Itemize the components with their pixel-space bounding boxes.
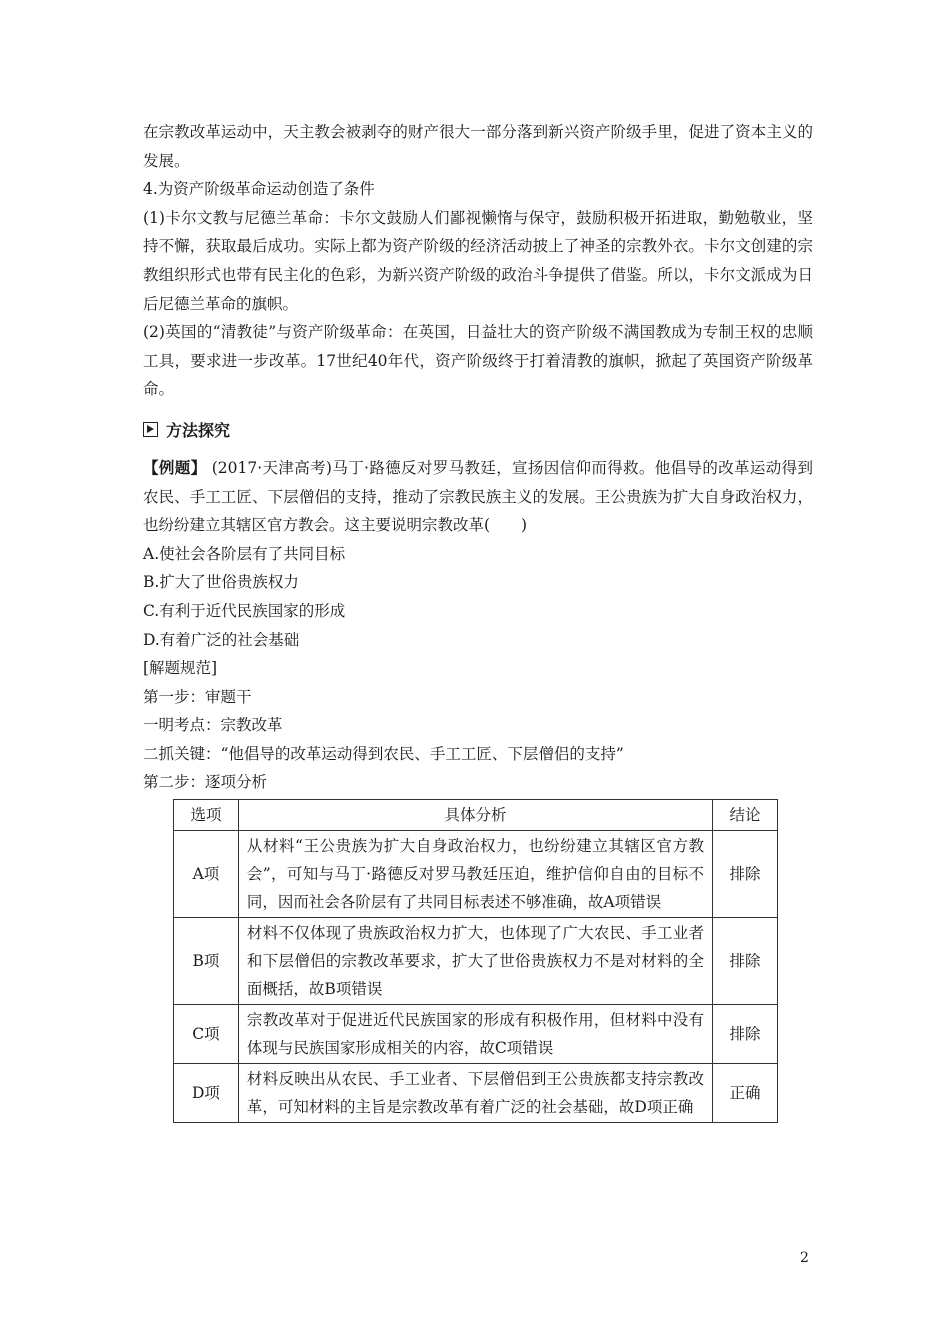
option-b: B.扩大了世俗贵族权力 (143, 573, 299, 592)
key-point-2: 二抓关键：“他倡导的改革运动得到农民、手工工匠、下层僧侣的支持” (143, 744, 624, 763)
page-number: 2 (800, 1250, 809, 1266)
step-2: 第二步：逐项分析 (143, 773, 268, 792)
option-d: D.有着广泛的社会基础 (143, 630, 300, 649)
option-c: C.有利于近代民族国家的形成 (143, 601, 346, 620)
paragraph-3: (1)卡尔文教与尼德兰革命：卡尔文鼓励人们鄙视懒惰与保守，鼓励积极开拓进取，勤勉敬业，坚持不懈，获取最后成功。实际上都为资产阶级的经济活动披上了神圣的宗教外衣。卡尔文创建的宗教组织形式也带有民主化的色彩，为新兴资产阶级的政治斗争提供了借鉴。所以，卡尔文派成为日后尼德兰革命的旗帜。 (143, 208, 813, 313)
row-conclusion: 排除 (713, 1005, 778, 1064)
row-option: A项 (174, 831, 239, 918)
header-analysis: 具体分析 (238, 800, 712, 831)
step-1: 第一步：审题干 (143, 687, 252, 706)
analysis-table (173, 799, 778, 1123)
section-title: 方法探究 (166, 421, 231, 441)
row-conclusion: 排除 (713, 831, 778, 918)
example-label: 【例题】 (143, 458, 207, 477)
row-analysis: 宗教改革对于促进近代民族国家的形成有积极作用，但材料中没有体现与民族国家形成相关的内容，故C项错误 (238, 1005, 712, 1064)
header-conclusion: 结论 (713, 800, 778, 831)
table-header-row (174, 800, 778, 831)
paragraph-4: (2)英国的“清教徒”与资产阶级革命：在英国，日益壮大的资产阶级不满国教成为专制王权的忠顺工具，要求进一步改革。17世纪40年代，资产阶级终于打着清教的旗帜，掀起了英国资产阶级革命。 (143, 323, 813, 399)
paragraph-2: 4.为资产阶级革命运动创造了条件 (143, 180, 375, 199)
paragraph-1: 在宗教改革运动中，天主教会被剥夺的财产很大一部分落到新兴资产阶级手里，促进了资本主义的发展。 (143, 123, 813, 170)
table-row (174, 1064, 778, 1123)
section-heading (143, 414, 813, 446)
row-analysis: 材料不仅体现了贵族政治权力扩大，也体现了广大农民、手工业者和下层僧侣的宗教改革要求，扩大了世俗贵族权力不是对材料的全面概括，故B项错误 (238, 918, 712, 1005)
table-row (174, 831, 778, 918)
row-option: C项 (174, 1005, 239, 1064)
header-option: 选项 (174, 800, 239, 831)
example-text: (2017·天津高考)马丁·路德反对罗马教廷，宣扬因信仰而得救。他倡导的改革运动得到农民、手工工匠、下层僧侣的支持，推动了宗教民族主义的发展。王公贵族为扩大自身政治权力，也纷纷建立其辖区官方教会。这主要说明宗教改革( ) (143, 458, 813, 535)
row-option: D项 (174, 1064, 239, 1123)
example-question (143, 454, 813, 540)
row-option: B项 (174, 918, 239, 1005)
row-analysis: 从材料“王公贵族为扩大自身政治权力，也纷纷建立其辖区官方教会”，可知与马丁·路德反对罗马教廷压迫，维护信仰自由的目标不同，因而社会各阶层有了共同目标表述不够准确，故A项错误 (238, 831, 712, 918)
table-row (174, 1005, 778, 1064)
play-box-icon (143, 422, 158, 437)
option-a: A.使社会各阶层有了共同目标 (143, 544, 346, 563)
row-conclusion: 排除 (713, 918, 778, 1005)
table-row (174, 918, 778, 1005)
key-point-1: 一明考点：宗教改革 (143, 716, 283, 735)
document-body (143, 118, 813, 1123)
solution-heading: [解题规范] (143, 659, 218, 678)
row-analysis: 材料反映出从农民、手工业者、下层僧侣到王公贵族都支持宗教改革，可知材料的主旨是宗教改革有着广泛的社会基础，故D项正确 (238, 1064, 712, 1123)
row-conclusion: 正确 (713, 1064, 778, 1123)
